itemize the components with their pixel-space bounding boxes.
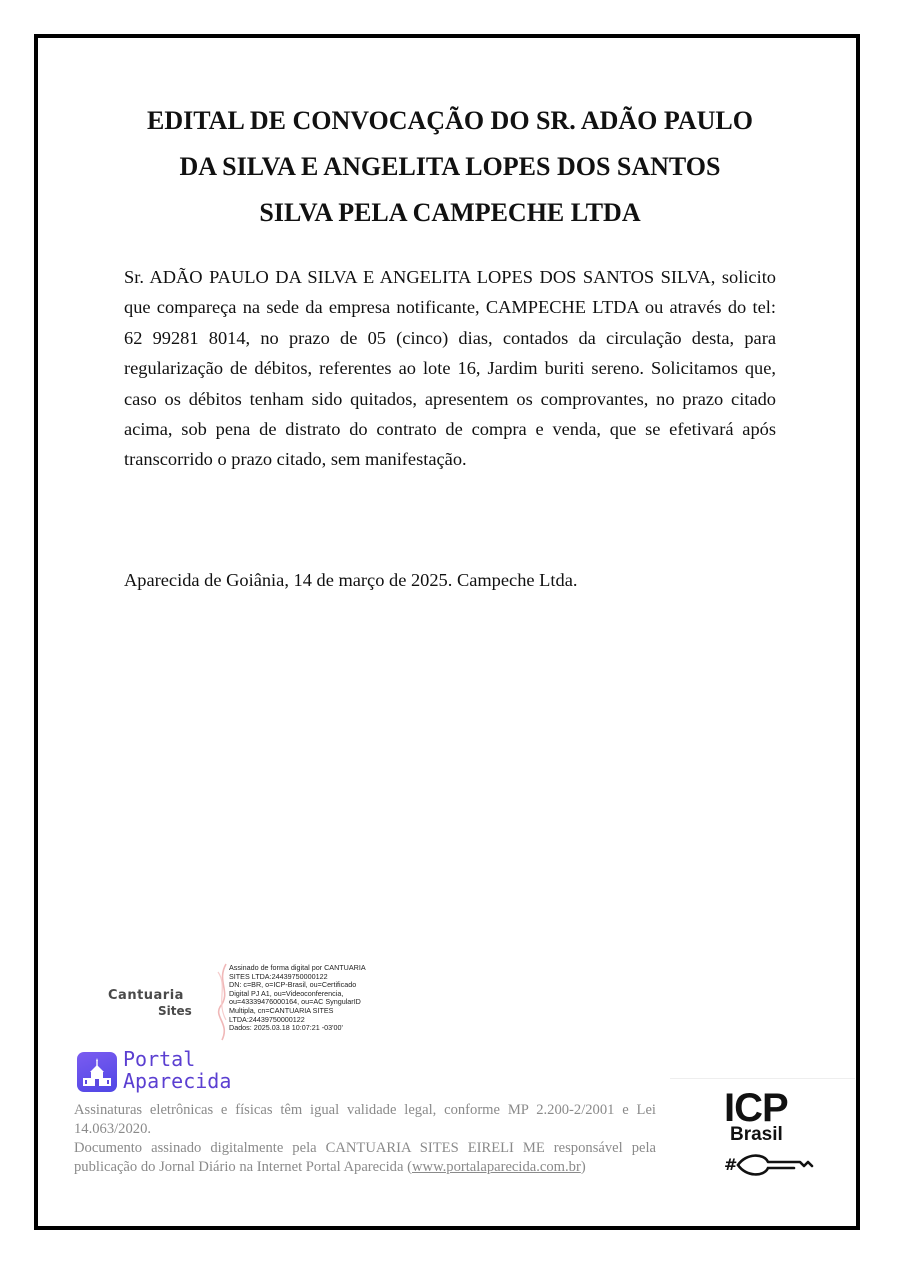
portal-website-link[interactable]: www.portalaparecida.com.br	[411, 1159, 581, 1175]
notice-body: Sr. ADÃO PAULO DA SILVA E ANGELITA LOPES DOS SANTOS SILVA, solicito que compareça na sede da empresa notificante, CAMPECHE LTDA ou através do tel: 62 99281 8014, no prazo de 05 (cinco) dias, contados da circulação desta, para regularização de débitos, referentes ao lote 16, Jardim buriti sereno. Solicitamos que, caso os débitos tenham sido quitados, apresentem os comprovantes, no prazo citado acima, sob pena de distrato do contrato de compra e venda, que se efetivará após transcorrido o prazo citado, sem manifestação.	[124, 267, 776, 470]
notice-closing: Aparecida de Goiânia, 14 de março de 2025. Campeche Ltda.	[124, 570, 578, 590]
church-icon	[77, 1052, 117, 1092]
footer-legal-notice	[74, 1101, 656, 1177]
sites-logo-word: Sites	[158, 1004, 192, 1018]
signature-line: ou=43339476000164, ou=AC SyngularID	[229, 997, 361, 1007]
publisher-sentence: Documento assinado digitalmente pela CANTUARIA SITES EIRELI ME responsável pela publicação do Jornal Diário na Internet Portal Aparecida	[74, 1140, 656, 1175]
signature-line: Digital PJ A1, ou=Videoconferencia,	[229, 988, 344, 998]
signature-line: Multipla, cn=CANTUARIA SITES	[229, 1005, 334, 1015]
legal-validity-text: Assinaturas eletrônicas e físicas têm igual validade legal, conforme MP 2.200-2/2001 e Lei 14.063/2020.	[74, 1102, 656, 1137]
svg-text:#: #	[724, 1155, 738, 1174]
title-line-2: DA SILVA E ANGELITA LOPES DOS SANTOS	[179, 152, 721, 181]
signature-line: SITES LTDA:24439750000122	[229, 971, 328, 981]
brasil-logo-word: Brasil	[730, 1124, 783, 1145]
signature-line: LTDA:24439750000122	[229, 1014, 305, 1024]
key-icon	[724, 1150, 814, 1180]
portal-name-word-1: Portal	[123, 1047, 196, 1071]
title-line-3: SILVA PELA CAMPECHE LTDA	[259, 198, 641, 227]
digital-signature-block	[229, 964, 389, 1033]
page-title	[100, 98, 800, 236]
cantuaria-logo-word: Cantuaria	[108, 988, 184, 1003]
signature-line: Dados: 2025.03.18 10:07:21 -03'00'	[229, 1023, 343, 1033]
signature-line: DN: c=BR, o=ICP-Brasil, ou=Certificado	[229, 980, 357, 990]
portal-aparecida-logo	[77, 1047, 277, 1096]
divider	[670, 1078, 855, 1079]
link-close-paren: )	[580, 1159, 586, 1175]
publisher-text	[74, 1139, 656, 1177]
cantuaria-sites-logo	[108, 988, 204, 1024]
signature-line: Assinado de forma digital por CANTUARIA	[229, 963, 366, 972]
link-open-paren: (	[407, 1159, 412, 1175]
icp-logo-word: ICP	[724, 1086, 788, 1130]
title-line-1: EDITAL DE CONVOCAÇÃO DO SR. ADÃO PAULO	[147, 106, 753, 135]
icp-brasil-logo	[722, 1088, 822, 1188]
portal-name-word-2: Aparecida	[123, 1069, 232, 1093]
